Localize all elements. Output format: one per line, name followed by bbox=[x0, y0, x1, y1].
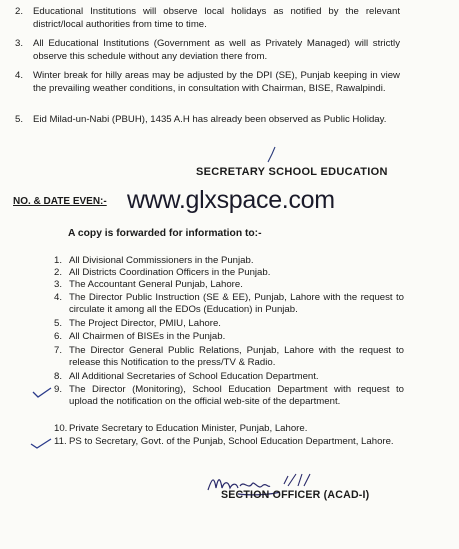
section-officer-title: SECTION OFFICER (ACAD-I) bbox=[221, 489, 370, 501]
recipient-5 bbox=[54, 318, 404, 330]
recipient-text: All Additional Secretaries of School Education Department. bbox=[69, 371, 319, 382]
recipient-8 bbox=[54, 371, 404, 383]
recipient-text: The Project Director, PMIU, Lahore. bbox=[69, 318, 221, 329]
recipient-number: 7. bbox=[54, 345, 63, 356]
check-mark-icon bbox=[31, 386, 53, 400]
recipient-text: All Divisional Commissioners in the Punjab. bbox=[69, 255, 254, 266]
recipient-text: The Director General Public Relations, Punjab, Lahore with the request to release this Notification to the press/TV & Radio. bbox=[69, 345, 404, 368]
secretary-title: SECRETARY SCHOOL EDUCATION bbox=[196, 166, 388, 178]
paragraph-5 bbox=[15, 114, 400, 140]
paragraph-4 bbox=[15, 70, 400, 108]
recipient-number: 11. bbox=[54, 436, 67, 447]
paragraph-number: 2. bbox=[15, 6, 24, 17]
recipient-11 bbox=[54, 436, 404, 460]
recipient-number: 8. bbox=[54, 371, 63, 382]
recipient-6 bbox=[54, 331, 404, 343]
recipient-9 bbox=[54, 384, 404, 420]
recipient-2 bbox=[54, 267, 404, 279]
paragraph-text: All Educational Institutions (Government as well as Privately Managed) will strictly observe this schedule without any deviation there from. bbox=[33, 38, 400, 62]
recipient-text: The Director (Monitoring), School Education Department with request to upload the notification on the official web-site of the department. bbox=[69, 384, 404, 407]
recipient-3 bbox=[54, 279, 404, 291]
pen-tick-mark bbox=[266, 146, 278, 164]
paragraph-text: Winter break for hilly areas may be adjusted by the DPI (SE), Punjab keeping in view the prevailing weather conditions, in consultation with Chairman, BISE, Rawalpindi. bbox=[33, 70, 400, 94]
recipient-text: All Districts Coordination Officers in the Punjab. bbox=[69, 267, 271, 278]
watermark: www.glxspace.com bbox=[127, 186, 335, 214]
recipient-7 bbox=[54, 345, 404, 369]
paragraph-3 bbox=[15, 38, 400, 64]
no-date-label: NO. & DATE EVEN:- bbox=[13, 196, 107, 207]
check-mark-icon bbox=[29, 437, 53, 451]
recipient-number: 1. bbox=[54, 255, 63, 266]
recipient-number: 10. bbox=[54, 423, 68, 434]
recipient-1 bbox=[54, 255, 404, 267]
recipient-text: The Accountant General Punjab, Lahore. bbox=[69, 279, 243, 290]
paragraph-2 bbox=[15, 6, 400, 32]
recipient-number: 3. bbox=[54, 279, 63, 290]
recipient-number: 6. bbox=[54, 331, 63, 342]
recipient-number: 2. bbox=[54, 267, 63, 278]
recipient-number: 4. bbox=[54, 292, 63, 303]
recipient-text: The Director Public Instruction (SE & EE), Punjab, Lahore with the request to circulate it among all the EDOs (Education) in Punjab. bbox=[69, 292, 404, 315]
recipient-text: All Chairmen of BISEs in the Punjab. bbox=[69, 331, 226, 342]
copy-forwarded-heading: A copy is forwarded for information to:- bbox=[68, 228, 262, 239]
recipient-number: 9. bbox=[54, 384, 63, 395]
paragraph-number: 5. bbox=[15, 114, 24, 125]
recipient-4 bbox=[54, 292, 404, 316]
paragraph-text: Educational Institutions will observe local holidays as notified by the relevant district/local authorities from time to time. bbox=[33, 6, 400, 30]
paragraph-text: Eid Milad-un-Nabi (PBUH), 1435 A.H has already been observed as Public Holiday. bbox=[33, 114, 387, 125]
recipient-10 bbox=[54, 423, 404, 435]
paragraph-number: 3. bbox=[15, 38, 24, 49]
paragraph-number: 4. bbox=[15, 70, 24, 81]
recipient-text: PS to Secretary, Govt. of the Punjab, School Education Department, Lahore. bbox=[69, 436, 394, 447]
recipient-number: 5. bbox=[54, 318, 63, 329]
recipient-text: Private Secretary to Education Minister, Punjab, Lahore. bbox=[69, 423, 308, 434]
